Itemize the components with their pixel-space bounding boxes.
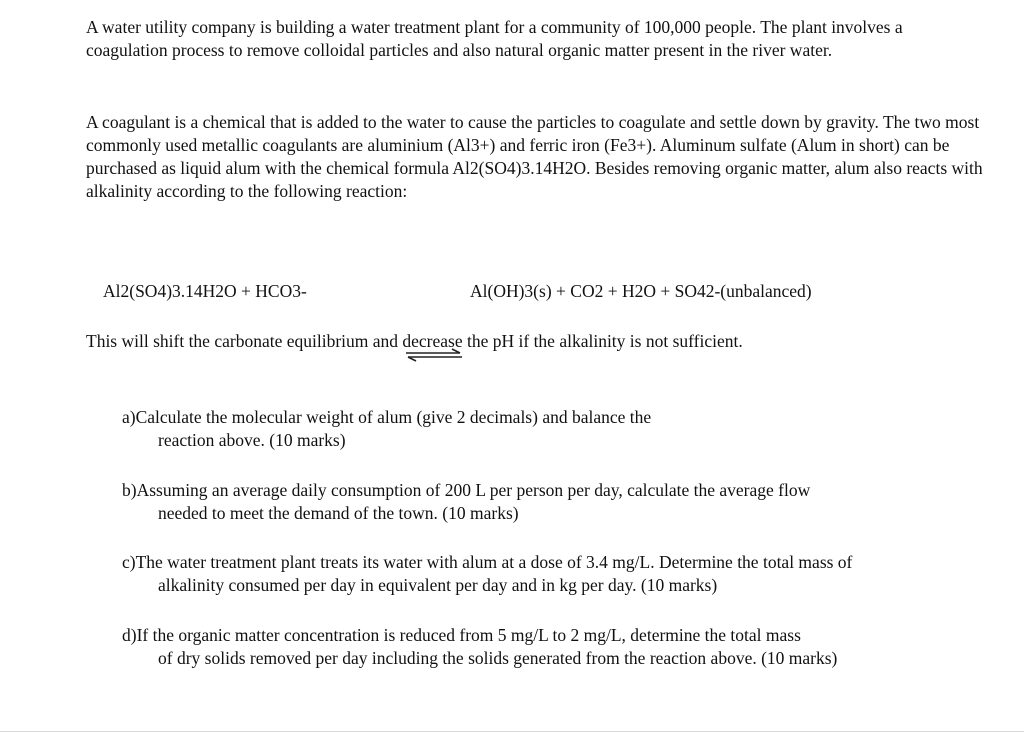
question-a-line: a)Calculate the molecular weight of alum (give 2 decimals) and balance the (122, 407, 652, 427)
coagulant-paragraph: A coagulant is a chemical that is added to the water to cause the particles to coagulate and settle down by gravity. The two most commonly used metallic coagulants are aluminium (Al3+) and ferric iron (Fe3+). Aluminum sulfate (Alum in short) can be purchased as liquid alum with the chemical formula Al2(SO4)3.14H2O. Besides removing organic matter, alum also reacts with alkalinity according to the following reaction: (86, 112, 983, 201)
question-a-continuation: reaction above. (10 marks) (158, 430, 346, 450)
reaction-products: Al(OH)3(s) + CO2 + H2O + SO42-(unbalanced) (470, 281, 812, 301)
reaction-equation (0, 280, 1024, 304)
question-d (122, 624, 1002, 670)
question-d-continuation: of dry solids removed per day including the solids generated from the reaction above. (10 marks) (158, 648, 838, 668)
intro-paragraph: A water utility company is building a water treatment plant for a community of 100,000 people. The plant involves a coagulation process to remove colloidal particles and also natural organic matter present in the river water. (86, 17, 903, 60)
equilibrium-arrow-icon (404, 348, 464, 362)
question-b (122, 479, 1002, 525)
question-b-continuation: needed to meet the demand of the town. (10 marks) (158, 503, 519, 523)
reaction-reactants: Al2(SO4)3.14H2O + HCO3- (103, 281, 307, 301)
question-d-line: d)If the organic matter concentration is reduced from 5 mg/L to 2 mg/L, determine the total mass (122, 625, 801, 645)
question-c (122, 551, 1002, 597)
shift-paragraph: This will shift the carbonate equilibrium and decrease the pH if the alkalinity is not sufficient. (86, 331, 743, 351)
question-b-line: b)Assuming an average daily consumption of 200 L per person per day, calculate the average flow (122, 480, 811, 500)
page-bottom-divider (0, 731, 1024, 732)
question-a (122, 406, 1002, 452)
question-c-line: c)The water treatment plant treats its water with alum at a dose of 3.4 mg/L. Determine the total mass of (122, 552, 853, 572)
question-c-continuation: alkalinity consumed per day in equivalent per day and in kg per day. (10 marks) (158, 575, 718, 595)
